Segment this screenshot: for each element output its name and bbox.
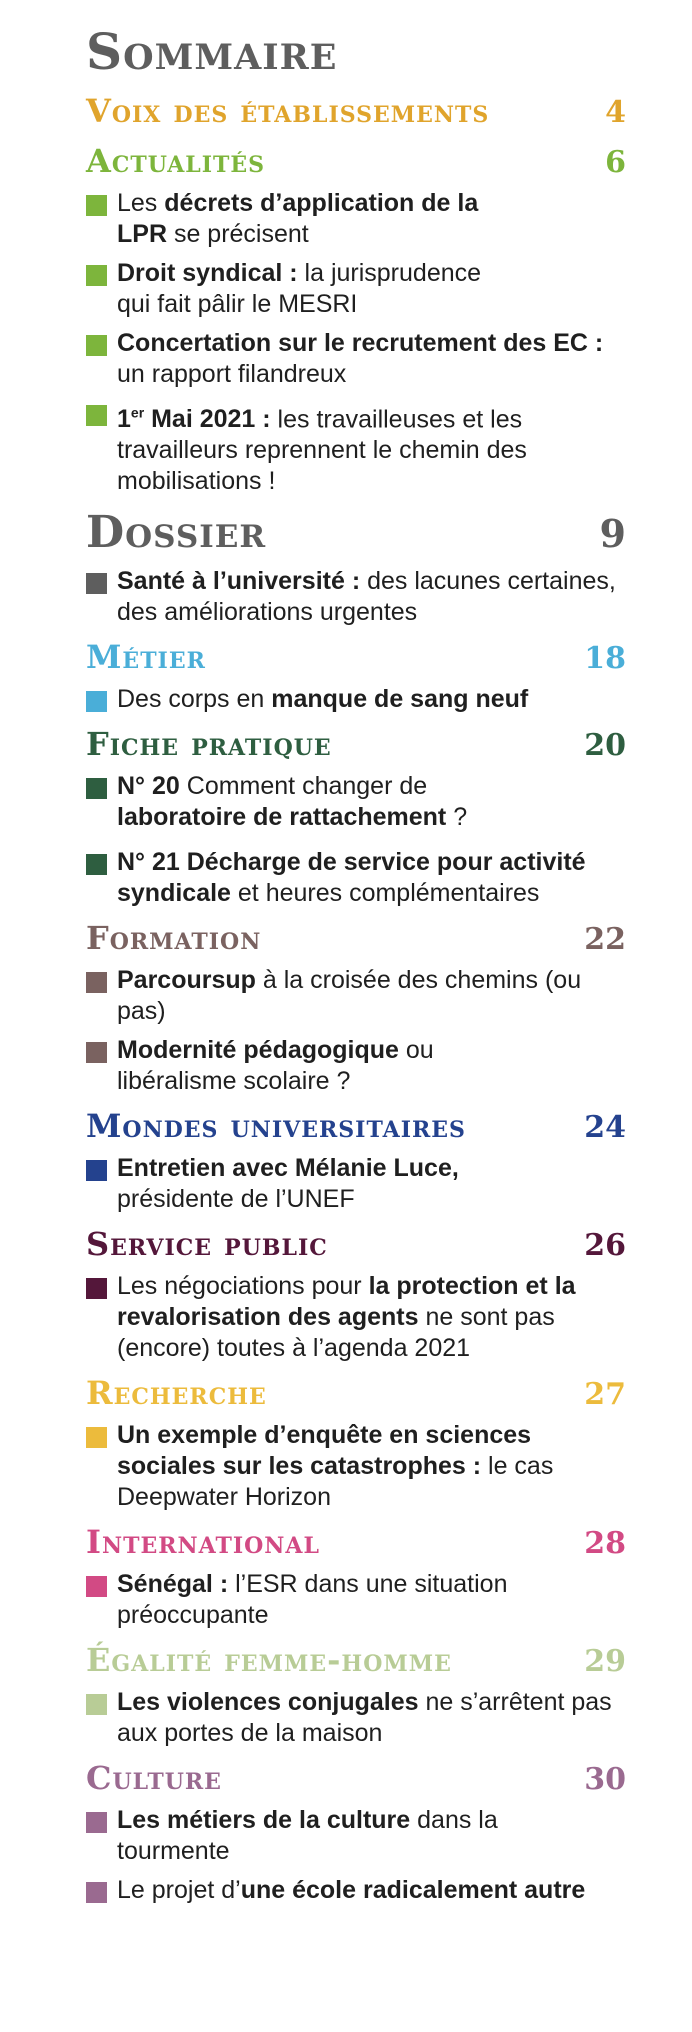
section-header-fiche-pratique[interactable]	[86, 723, 626, 767]
section-header-metier[interactable]	[86, 636, 626, 680]
section-page-number: 24	[584, 1110, 626, 1146]
section-title: Métier	[86, 638, 206, 677]
section-header-culture[interactable]	[86, 1757, 626, 1801]
section-header-mondes-universitaires[interactable]	[86, 1105, 626, 1149]
list-item[interactable]: Entretien avec Mélanie Luce, présidente de l’UNEF	[86, 1153, 626, 1215]
section-voix	[86, 90, 626, 134]
bullet-square-icon	[86, 1812, 107, 1833]
bullet-square-icon	[86, 265, 107, 286]
section-header-international[interactable]	[86, 1521, 626, 1565]
bullet-square-icon	[86, 1694, 107, 1715]
section-title: Actualités	[86, 142, 266, 180]
section-title: Voix des établissements	[86, 92, 490, 130]
section-service-public	[86, 1223, 626, 1364]
section-egalite-femme-homme	[86, 1639, 626, 1749]
bullet-square-icon	[86, 1576, 107, 1597]
section-formation	[86, 917, 626, 1097]
bullet-square-icon	[86, 1278, 107, 1299]
section-page-number: 27	[584, 1377, 626, 1413]
section-page-number: 4	[605, 95, 626, 130]
list-item[interactable]: Sénégal : l’ESR dans une situation préoccupante	[86, 1569, 626, 1631]
list-item[interactable]: Le projet d’une école radicalement autre	[86, 1875, 626, 1906]
list-item[interactable]: Les négociations pour la protection et la revalorisation des agents ne sont pas (encore) toutes à l’agenda 2021	[86, 1271, 626, 1364]
section-title: Dossier	[86, 507, 267, 559]
list-item[interactable]: Les violences conjugales ne s’arrêtent pas aux portes de la maison	[86, 1687, 626, 1749]
section-title: International	[86, 1523, 320, 1562]
bullet-square-icon	[86, 778, 107, 799]
list-item[interactable]: Santé à l’université : des lacunes certaines, des améliorations urgentes	[86, 566, 626, 628]
section-title: Égalité femme-homme	[86, 1641, 452, 1680]
section-page-number: 20	[584, 728, 626, 764]
list-item[interactable]: Droit syndical : la jurisprudence qui fait pâlir le MESRI	[86, 258, 626, 320]
section-recherche	[86, 1372, 626, 1513]
bullet-square-icon	[86, 1160, 107, 1181]
section-actualites	[86, 140, 626, 497]
section-page-number: 9	[599, 511, 626, 557]
section-page-number: 22	[584, 922, 626, 958]
section-header-actualites[interactable]	[86, 140, 626, 184]
list-item[interactable]: N° 20 Comment changer de laboratoire de rattachement ?	[86, 771, 626, 833]
section-dossier	[86, 505, 626, 628]
section-page-number: 26	[584, 1228, 626, 1264]
bullet-square-icon	[86, 335, 107, 356]
section-header-dossier[interactable]	[86, 505, 626, 562]
section-page-number: 6	[605, 145, 626, 180]
section-header-formation[interactable]	[86, 917, 626, 961]
list-item[interactable]: Concertation sur le recrutement des EC : un rapport filandreux	[86, 328, 626, 390]
section-fiche-pratique	[86, 723, 626, 909]
list-item[interactable]: Les décrets d’application de la LPR se précisent	[86, 188, 626, 250]
section-header-recherche[interactable]	[86, 1372, 626, 1416]
section-page-number: 18	[584, 641, 626, 677]
bullet-square-icon	[86, 573, 107, 594]
list-item[interactable]: Parcoursup à la croisée des chemins (ou pas)	[86, 965, 626, 1027]
list-item[interactable]: N° 21 Décharge de service pour activité syndicale et heures complémentaires	[86, 847, 626, 909]
section-metier	[86, 636, 626, 715]
section-title: Formation	[86, 919, 262, 958]
section-title: Culture	[86, 1759, 222, 1798]
list-item[interactable]: Des corps en manque de sang neuf	[86, 684, 626, 715]
section-mondes-universitaires	[86, 1105, 626, 1215]
section-title: Fiche pratique	[86, 725, 332, 764]
section-header-voix[interactable]	[86, 90, 626, 134]
bullet-square-icon	[86, 405, 107, 426]
list-item[interactable]: 1er Mai 2021 : les travailleuses et les travailleurs reprennent le chemin des mobilisations !	[86, 398, 626, 497]
section-header-service-public[interactable]	[86, 1223, 626, 1267]
bullet-square-icon	[86, 1882, 107, 1903]
section-page-number: 29	[584, 1644, 626, 1680]
bullet-square-icon	[86, 195, 107, 216]
section-title: Service public	[86, 1225, 328, 1264]
page-title: Sommaire	[86, 22, 338, 81]
section-international	[86, 1521, 626, 1631]
list-item[interactable]: Les métiers de la culture dans la tourmente	[86, 1805, 626, 1867]
bullet-square-icon	[86, 691, 107, 712]
bullet-square-icon	[86, 1042, 107, 1063]
section-title: Recherche	[86, 1374, 267, 1413]
list-item[interactable]: Modernité pédagogique ou libéralisme scolaire ?	[86, 1035, 626, 1097]
section-page-number: 30	[584, 1762, 626, 1798]
bullet-square-icon	[86, 1427, 107, 1448]
section-culture	[86, 1757, 626, 1906]
section-header-egalite[interactable]	[86, 1639, 626, 1683]
section-title: Mondes universitaires	[86, 1107, 466, 1146]
bullet-square-icon	[86, 972, 107, 993]
section-page-number: 28	[584, 1526, 626, 1562]
list-item[interactable]: Un exemple d’enquête en sciences sociales sur les catastrophes : le cas Deepwater Horizon	[86, 1420, 626, 1513]
table-of-contents	[86, 20, 626, 1914]
bullet-square-icon	[86, 854, 107, 875]
